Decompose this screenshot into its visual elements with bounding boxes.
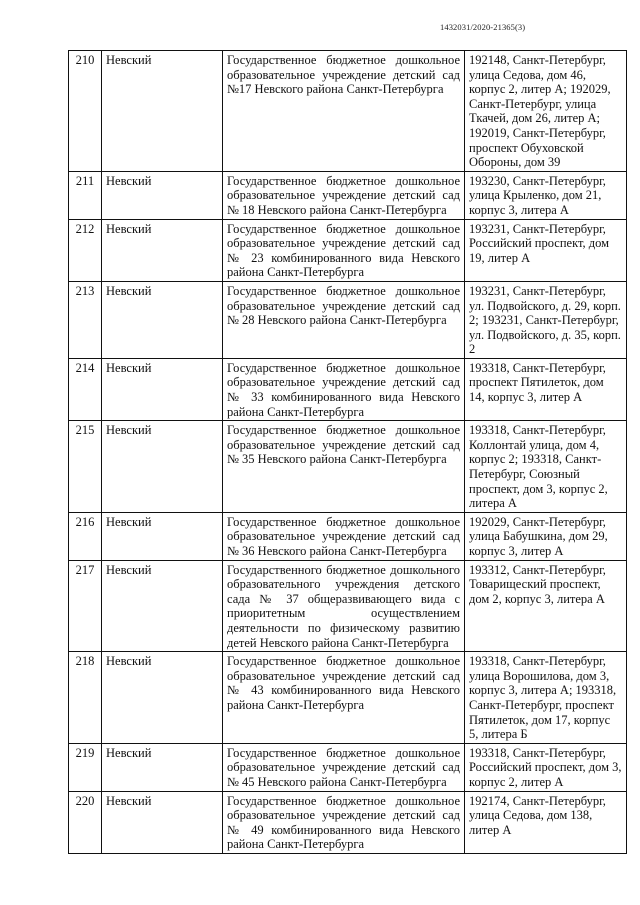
district-cell: Невский [102, 560, 223, 652]
address-cell: 193231, Санкт-Петербург, ул. Подвойского, д. 29, корп. 2; 193231, Санкт-Петербург, ул. Подвойского, д. 35, корп. 2 [465, 281, 627, 358]
institutions-table [68, 50, 627, 854]
row-number: 210 [69, 51, 102, 172]
row-number: 213 [69, 281, 102, 358]
table-row [69, 358, 627, 420]
district-cell: Невский [102, 512, 223, 560]
address-cell: 193318, Санкт-Петербург, улица Ворошилова, дом 3, корпус 3, литера А; 193318, Санкт-Петербург, проспект Пятилеток, дом 17, корпус 5, литера Б [465, 652, 627, 744]
district-cell: Невский [102, 281, 223, 358]
institution-name-cell: Государственное бюджетное дошкольное образовательное учреждение детский сад № 36 Невского района Санкт-Петербурга [223, 512, 465, 560]
address-cell: 193318, Санкт-Петербург, Коллонтай улица, дом 4, корпус 2; 193318, Санкт-Петербург, Союзный проспект, дом 3, корпус 2, литера А [465, 421, 627, 513]
district-cell: Невский [102, 358, 223, 420]
table-row [69, 652, 627, 744]
address-cell: 193231, Санкт-Петербург, Российский проспект, дом 19, литер А [465, 219, 627, 281]
address-cell: 193230, Санкт-Петербург, улица Крыленко, дом 21, корпус 3, литера А [465, 171, 627, 219]
table-row [69, 743, 627, 791]
institution-name-cell: Государственное бюджетное дошкольное образовательное учреждение детский сад № 45 Невского района Санкт-Петербурга [223, 743, 465, 791]
institution-name-cell: Государственное бюджетное дошкольное образовательное учреждение детский сад № 35 Невского района Санкт-Петербурга [223, 421, 465, 513]
table-row [69, 171, 627, 219]
table-row [69, 512, 627, 560]
institution-name-cell: Государственное бюджетное дошкольное образовательное учреждение детский сад № 43 комбинированного вида Невского района Санкт-Петербурга [223, 652, 465, 744]
institution-name-cell: Государственное бюджетное дошкольное образовательное учреждение детский сад № 18 Невского района Санкт-Петербурга [223, 171, 465, 219]
address-cell: 193312, Санкт-Петербург, Товарищеский проспект, дом 2, корпус 3, литера А [465, 560, 627, 652]
row-number: 215 [69, 421, 102, 513]
row-number: 211 [69, 171, 102, 219]
district-cell: Невский [102, 171, 223, 219]
row-number: 219 [69, 743, 102, 791]
district-cell: Невский [102, 421, 223, 513]
district-cell: Невский [102, 743, 223, 791]
institution-name-cell: Государственное бюджетное дошкольное образовательное учреждение детский сад № 28 Невского района Санкт-Петербурга [223, 281, 465, 358]
table-body [69, 51, 627, 854]
address-cell: 193318, Санкт-Петербург, проспект Пятилеток, дом 14, корпус 3, литер А [465, 358, 627, 420]
table-row [69, 51, 627, 172]
row-number: 217 [69, 560, 102, 652]
district-cell: Невский [102, 652, 223, 744]
row-number: 216 [69, 512, 102, 560]
institution-name-cell: Государственного бюджетное дошкольного образовательного учреждения детского сада № 37 общеразвивающего вида с приоритетным осуществлением деятельности по физическому развитию детей Невского района Санкт-Петербурга [223, 560, 465, 652]
district-cell: Невский [102, 791, 223, 853]
institution-name-cell: Государственное бюджетное дошкольное образовательное учреждение детский сад № 23 комбинированного вида Невского района Санкт-Петербурга [223, 219, 465, 281]
row-number: 212 [69, 219, 102, 281]
table-row [69, 281, 627, 358]
institution-name-cell: Государственное бюджетное дошкольное образовательное учреждение детский сад № 49 комбинированного вида Невского района Санкт-Петербурга [223, 791, 465, 853]
table-row [69, 219, 627, 281]
table-row [69, 791, 627, 853]
document-number: 1432031/2020-21365(3) [440, 22, 526, 32]
row-number: 214 [69, 358, 102, 420]
institution-name-cell: Государственное бюджетное дошкольное образовательное учреждение детский сад № 33 комбинированного вида Невского района Санкт-Петербурга [223, 358, 465, 420]
district-cell: Невский [102, 219, 223, 281]
table-row [69, 560, 627, 652]
row-number: 218 [69, 652, 102, 744]
row-number: 220 [69, 791, 102, 853]
institution-name-cell: Государственное бюджетное дошкольное образовательное учреждение детский сад №17 Невского района Санкт-Петербурга [223, 51, 465, 172]
table-row [69, 421, 627, 513]
address-cell: 193318, Санкт-Петербург, Российский проспект, дом 3, корпус 2, литер А [465, 743, 627, 791]
address-cell: 192029, Санкт-Петербург, улица Бабушкина, дом 29, корпус 3, литер А [465, 512, 627, 560]
address-cell: 192148, Санкт-Петербург, улица Седова, дом 46, корпус 2, литер А; 192029, Санкт-Петербург, улица Ткачей, дом 26, литер А; 192019, Санкт-Петербург, проспект Обуховской Обороны, дом 39 [465, 51, 627, 172]
district-cell: Невский [102, 51, 223, 172]
address-cell: 192174, Санкт-Петербург, улица Седова, дом 138, литер А [465, 791, 627, 853]
